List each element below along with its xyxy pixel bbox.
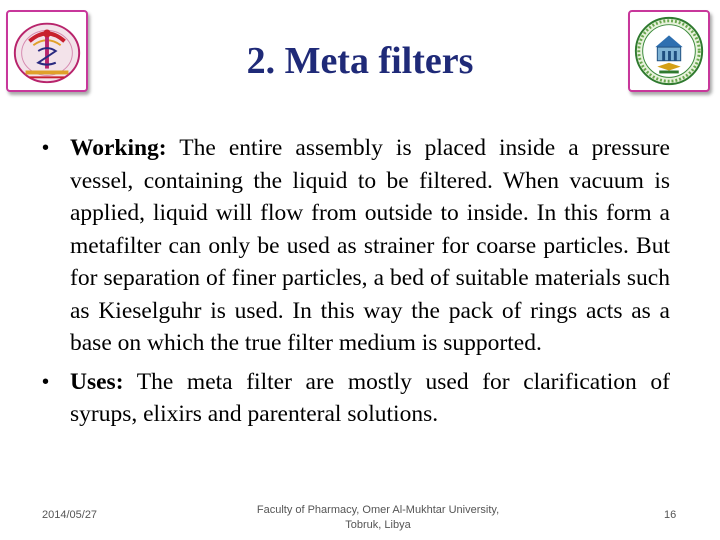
page-number: 16: [664, 509, 677, 521]
bullet-text: The meta filter are mostly used for clarification of syrups, elixirs and parenteral solutions.: [70, 368, 670, 427]
bullet-icon: •: [42, 370, 50, 393]
footer-institution-line1: Faculty of Pharmacy, Omer Al-Mukhtar University,: [256, 504, 500, 516]
pharmacy-faculty-logo: [6, 10, 88, 92]
bullet-uses: [42, 366, 670, 431]
footer-institution-line2: Tobruk, Libya: [345, 519, 411, 531]
bullet-icon: •: [42, 137, 50, 159]
pharmacy-emblem-icon: [8, 12, 86, 90]
bullet-term: Uses:: [70, 368, 124, 395]
bullet-text: The entire assembly is placed inside a pressure vessel, containing the liquid to be filtered. When vacuum is applied, liquid will flow from outside to inside. In this form a metafilter can only be used as strainer for coarse particles. But for separation of finer particles, a bed of suitable materials such as Kieselguhr is used. In this way the pack of rings acts as a base on which the true filter medium is supported.: [70, 135, 670, 356]
bullet-list: [42, 132, 670, 437]
footer-institution: [240, 503, 516, 533]
bullet-term: Working:: [70, 135, 167, 161]
footer-date: 2014/05/27: [42, 509, 98, 521]
page-title: 2. Meta filters: [246, 40, 474, 82]
bullet-working: [42, 132, 670, 360]
university-seal-logo: [628, 10, 710, 92]
university-seal-icon: [630, 12, 708, 90]
